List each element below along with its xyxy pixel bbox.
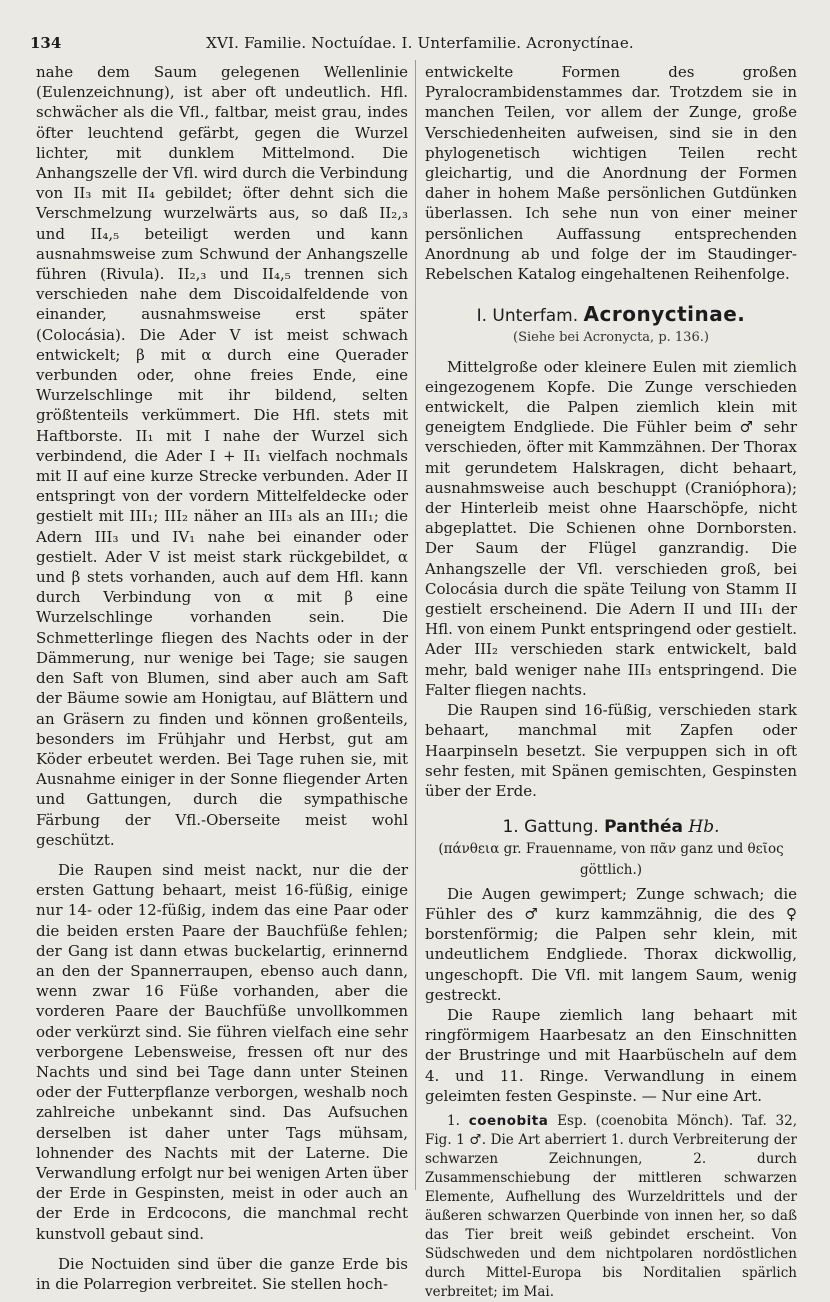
subfamily-name: Acronyctinae. <box>583 302 746 327</box>
paragraph: entwickelte Formen des großen Pyralocrambidenstammes dar. Trotzdem sie in manchen Teilen, vor allem der Zunge, große Verschiedenheiten aufweisen, sind sie in den phylogenetisch wichtigen Teilen recht gleichartig, und die Anordnung der Formen daher in hohem Maße persönlichen Gutdünken überlassen. Ich sehe nun von einer meiner persönlichen Auffassung entsprechenden Anordnung ab und folge der im Staudinger-Rebelschen Katalog eingehaltenen Reihenfolge. <box>425 63 797 284</box>
paragraph: Die Raupen sind meist nackt, nur die der ersten Gattung behaart, meist 16-füßig, einige nur 14- oder 12-füßig, indem das eine Paar oder die beiden ersten Paare der Bauchfüße fehlen; der Gang ist dann etwas buckelartig, erinnernd an den der Spannerraupen, ebenso auch dann, wenn zwar 16 Füße vorhanden, aber die vorderen Paare der Bauchfüße unvollkommen oder verkürzt sind. Sie führen vielfach eine sehr verborgene Lebensweise, fressen oft nur des Nachts und sind bei Tage dann unter Steinen oder der Futterpflanze verborgen, weshalb noch zahlreiche unbekannt sind. Das Aufsuchen derselben ist daher unter Tags mühsam, lohnender des Nachts mit der Laterne. Die Verwandlung erfolgt nur bei wenigen Arten über der Erde in Gespinsten, meist in oder auch an der Erde in Erdcocons, die manchmal recht kunstvoll gebaut sind. <box>36 860 408 1243</box>
subfamily-reference: (Siehe bei Acronycta, p. 136.) <box>513 330 709 346</box>
genus-prefix: 1. Gattung. <box>502 817 599 838</box>
right-column <box>425 62 797 1302</box>
paragraph: Die Raupe ziemlich lang behaart mit ringförmigem Haarbesatz an den Einschnitten der Brustringe und mit Haarbüscheln auf dem 4. und 11. Ringe. Verwandlung in einem geleimten festen Gespinste. — Nur eine Art. <box>425 1005 797 1105</box>
running-title: XVI. Familie. Noctuídae. I. Unterfamilie. Acronyctínae. <box>206 34 634 52</box>
page-header <box>30 34 810 56</box>
species-entry <box>425 1112 797 1302</box>
genus-author: Hb. <box>688 817 720 838</box>
paragraph: nahe dem Saum gelegenen Wellenlinie (Eulenzeichnung), ist aber oft undeutlich. Hfl. schwächer als die Vfl., faltbar, meist grau, indes öfter leuchtend gefärbt, gegen die Wurzel lichter, mit dunklem Mittelmond. Die Anhangszelle der Vfl. wird durch die Verbindung von II₃ mit II₄ gebildet; öfter dehnt sich die Verschmelzung wurzelwärts aus, so daß II₂,₃ und II₄,₅ beteiligt werden und kann ausnahmsweise zum Schwund der Anhangszelle führen (Rivula). II₂,₃ und II₄,₅ trennen sich verschieden nahe dem Discoidalfeldende von einander, ausnahmsweise erst später (Colocásia). Die Ader V ist meist schwach entwickelt; β mit α durch eine Querader verbunden oder, ohne freies Ende, eine Wurzelschlinge mit ihr bildend, selten größtenteils verkümmert. Die Hfl. stets mit Haftborste. II₁ mit I nahe der Wurzel sich verbindend, die Ader I + II₁ vielfach nochmals mit II auf eine kurze Strecke verbunden. Ader II entspringt von der vordern Mittelfeldecke oder gestielt mit III₁; III₂ näher an III₃ als an III₁; die Adern III₃ und IV₁ nahe bei einander oder gestielt. Ader V ist meist stark rückgebildet, α und β stets vorhanden, auch auf dem Hfl. kann durch Verbindung von α mit β eine Wurzelschlinge vorhanden sein. Die Schmetterlinge fliegen des Nachts oder in der Dämmerung, nur wenige bei Tage; sie saugen den Saft von Blumen, sind aber auch am Saft der Bäume sowie am Honigtau, auf Blättern und an Gräsern zu finden und können großenteils, besonders im Frühjahr und Herbst, gut am Köder erbeutet werden. Bei Tage ruhen sie, mit Ausnahme einiger in der Sonne fliegender Arten und Gattungen, durch die sympathische Färbung der Vfl.-Oberseite meist wohl geschützt. <box>36 63 408 849</box>
paragraph: Die Raupen sind 16-füßig, verschieden stark behaart, manchmal mit Zapfen oder Haarpinseln besetzt. Sie verpuppen sich in oft sehr festen, mit Spänen gemischten, Gespinsten über der Erde. <box>425 701 797 800</box>
page-number: 134 <box>30 34 62 52</box>
paragraph: Die Noctuiden sind über die ganze Erde bis in die Polarregion verbreitet. Sie stellen hoch- <box>36 1254 408 1293</box>
subfamily-heading <box>425 304 797 326</box>
column-divider <box>415 60 416 1190</box>
left-column <box>36 62 408 1294</box>
species-number: 1. <box>447 1112 460 1129</box>
etymology-note: (πάνθεια gr. Frauenname, von πᾶν ganz und θεῖος göttlich.) <box>438 841 784 878</box>
species-name: coenobita <box>468 1112 549 1129</box>
genus-name: Panthéa <box>604 817 683 838</box>
paragraph: Die Augen gewimpert; Zunge schwach; die Fühler des ♂ kurz kammzähnig, die des ♀ borstenförmig; die Palpen sehr klein, mit undeutlichem Endgliede. Thorax dickwollig, ungeschopft. Die Vfl. mit langem Saum, wenig gestreckt. <box>425 884 797 1004</box>
paragraph: Mittelgroße oder kleinere Eulen mit ziemlich eingezogenem Kopfe. Die Zunge verschieden entwickelt, die Palpen ziemlich klein mit geneigtem Endgliede. Die Fühler beim ♂ sehr verschieden, öfter mit Kammzähnen. Der Thorax mit gerundetem Halskragen, dicht behaart, ausnahmsweise auch beschuppt (Cranióphora); der Hinterleib meist ohne Haarschöpfe, nicht abgeplattet. Die Schienen ohne Dornborsten. Der Saum der Flügel ganzrandig. Die Anhangszelle der Vfl. verschieden groß, bei Colocásia durch die späte Teilung von Stamm II gestielt erscheinend. Die Adern II und III₁ der Hfl. von einem Punkt entspringend oder gestielt. Ader III₂ verschieden stark entwickelt, bald mehr, bald weniger nahe III₃ entspringend. Die Falter fliegen nachts. <box>425 357 797 699</box>
subfamily-prefix: I. Unterfam. <box>476 306 579 327</box>
species-description: Esp. (coenobita Mönch). Taf. 32, Fig. 1 ♂. Die Art aberriert 1. durch Verbreiterung der schwarzen Zeichnungen, 2. durch Zusammenschiebung der mittleren schwarzen Elemente, Aufhellung des Wurzeldrittels und der äußeren schwarzen Querbinde von innen her, so daß das Tier breit weiß gebindet erscheint. Von Südschweden und dem nichtpolaren nordöstlichen durch Mittel-Europa bis Norditalien spärlich verbreitet; im Mai. <box>425 1112 797 1300</box>
genus-heading <box>425 817 797 837</box>
